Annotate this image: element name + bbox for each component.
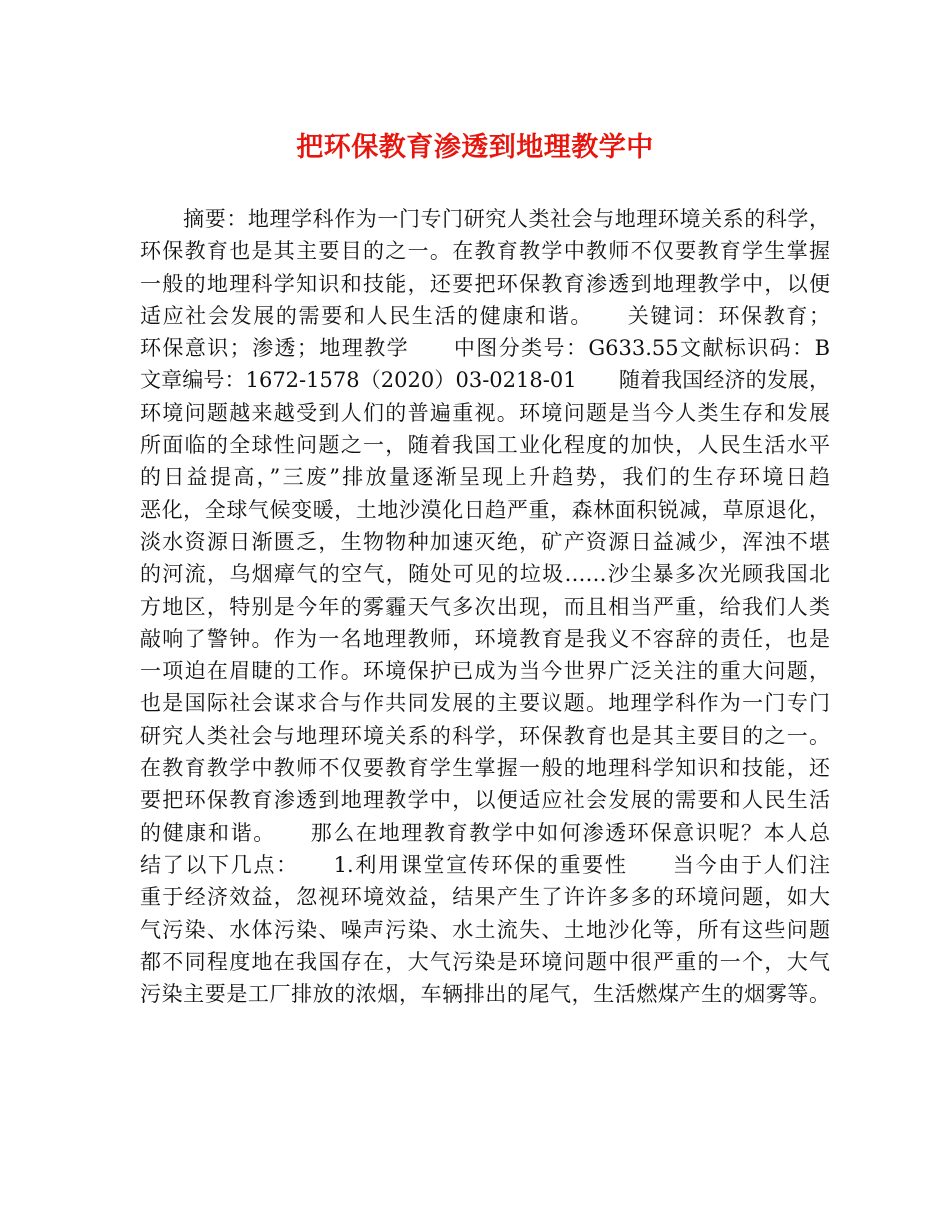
body-line: 都不同程度地在我国存在，大气污染是环境问题中很严重的一个，大气 — [140, 949, 830, 974]
body-line: 方地区，特别是今年的雾霾天气多次出现，而且相当严重，给我们人类 — [140, 594, 830, 619]
body-line: 要把环保教育渗透到地理教学中，以便适应社会发展的需要和人民生活 — [140, 788, 830, 813]
body-line: 污染主要是工厂排放的浓烟，车辆排出的尾气，生活燃煤产生的烟雾等。 — [140, 982, 830, 1007]
body-line: 文章编号：1672-1578（2020）03-0218-01 随着我国经济的发展， — [140, 368, 830, 393]
body-line: 环保意识；渗透；地理教学 中图分类号：G633.55文献标识码：B — [140, 336, 830, 361]
body-line: 一项迫在眉睫的工作。环境保护已成为当今世界广泛关注的重大问题， — [140, 659, 830, 684]
body-line: 敲响了警钟。作为一名地理教师，环境教育是我义不容辞的责任，也是 — [140, 626, 830, 651]
body-line: 研究人类社会与地理环境关系的科学，环保教育也是其主要目的之一。 — [140, 723, 830, 748]
body-line: 所面临的全球性问题之一，随着我国工业化程度的加快，人民生活水平 — [140, 433, 830, 458]
body-line: 重于经济效益，忽视环境效益，结果产生了许许多多的环境问题，如大 — [140, 885, 830, 910]
body-line: 在教育教学中教师不仅要教育学生掌握一般的地理科学知识和技能，还 — [140, 756, 830, 781]
body-line: 淡水资源日渐匮乏，生物物种加速灭绝，矿产资源日益减少，浑浊不堪 — [140, 529, 830, 554]
body-line: 环保教育也是其主要目的之一。在教育教学中教师不仅要教育学生掌握 — [140, 239, 830, 264]
body-line: 结了以下几点： 1.利用课堂宣传环保的重要性 当今由于人们注 — [140, 852, 830, 877]
document-body — [140, 203, 830, 1010]
body-line: 也是国际社会谋求合与作共同发展的主要议题。地理学科作为一门专门 — [140, 691, 830, 716]
body-line: 摘要：地理学科作为一门专门研究人类社会与地理环境关系的科学， — [140, 207, 830, 231]
body-line: 气污染、水体污染、噪声污染、水土流失、土地沙化等，所有这些问题 — [140, 917, 830, 942]
body-line: 恶化，全球气候变暖，土地沙漠化日趋严重，森林面积锐减，草原退化， — [140, 497, 830, 522]
body-line: 的河流，乌烟瘴气的空气，随处可见的垃圾……沙尘暴多次光顾我国北 — [140, 562, 830, 587]
body-line: 一般的地理科学知识和技能，还要把环保教育渗透到地理教学中，以便 — [140, 271, 830, 296]
document-title: 把环保教育渗透到地理教学中 — [296, 132, 654, 163]
body-line: 适应社会发展的需要和人民生活的健康和谐。 关键词：环保教育； — [140, 303, 830, 328]
body-line: 的日益提高，”三废”排放量逐渐呈现上升趋势，我们的生存环境日趋 — [140, 465, 830, 490]
body-line: 环境问题越来越受到人们的普遍重视。环境问题是当今人类生存和发展 — [140, 400, 830, 425]
body-line: 的健康和谐。 那么在地理教育教学中如何渗透环保意识呢？本人总 — [140, 820, 830, 845]
